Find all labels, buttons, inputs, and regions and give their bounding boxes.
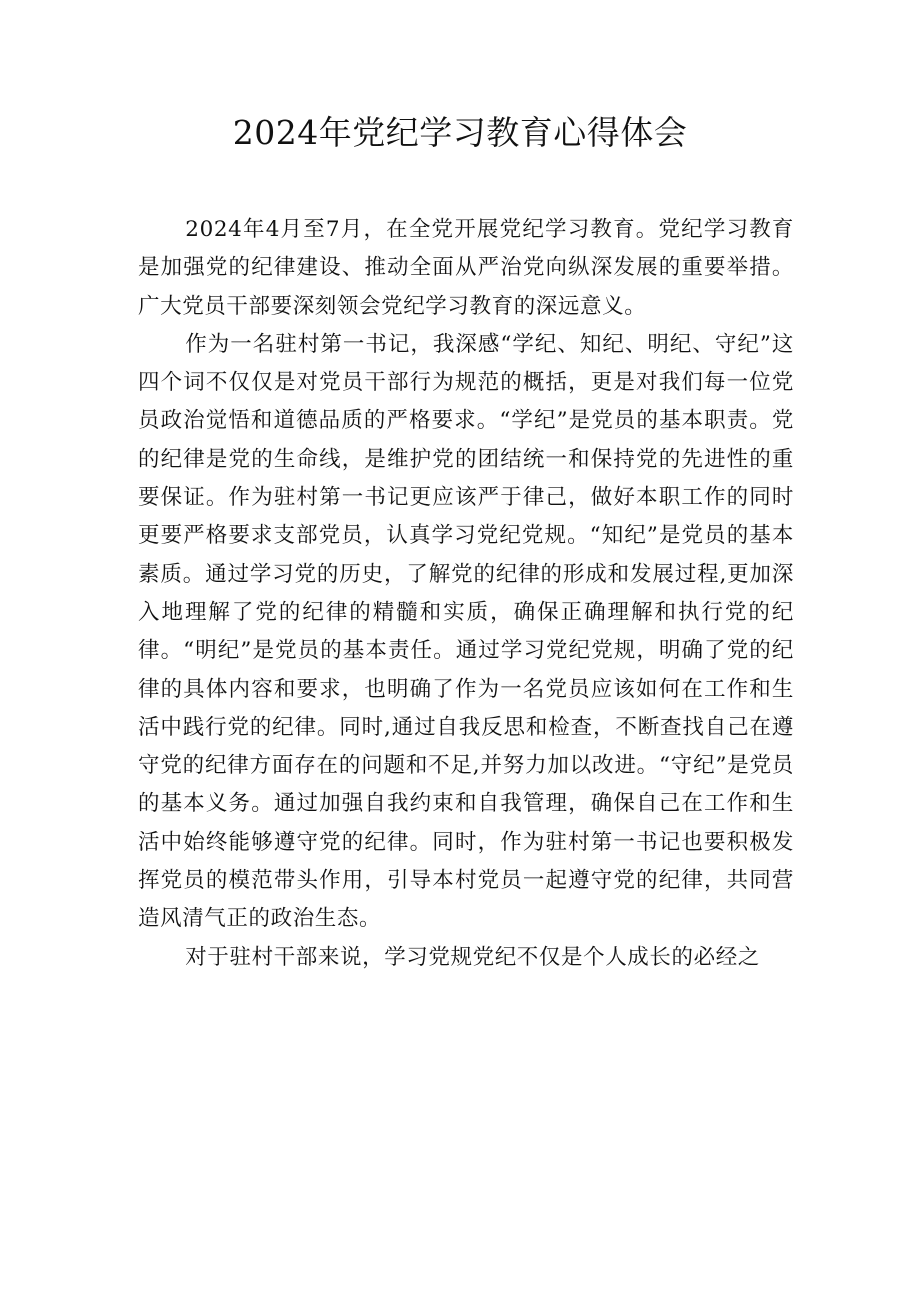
document-title: 2024年党纪学习教育心得体会 — [232, 113, 688, 152]
paragraph-3: 对于驻村干部来说，学习党规党纪不仅是个人成长的必经之 — [185, 944, 760, 970]
paragraph-1: 2024年4月至7月，在全党开展党纪学习教育。党纪学习教育是加强党的纪律建设、推动全面从严治党向纵深发展的重要举措。广大党员干部要深刻领会党纪学习教育的深远意义。 — [138, 217, 794, 319]
paragraph-2: 作为一名驻村第一书记，我深感“学纪、知纪、明纪、守纪”这四个词不仅仅是对党员干部行为规范的概括，更是对我们每一位党员政治觉悟和道德品质的严格要求。“学纪”是党员的基本职责。党的纪律是党的生命线，是维护党的团结统一和保持党的先进性的重要保证。作为驻村第一书记更应该严于律己，做好本职工作的同时更要严格要求支部党员，认真学习党纪党规。“知纪”是党员的基本素质。通过学习党的历史，了解党的纪律的形成和发展过程,更加深入地理解了党的纪律的精髓和实质，确保正确理解和执行党的纪律。“明纪”是党员的基本责任。通过学习党纪党规，明确了党的纪律的具体内容和要求，也明确了作为一名党员应该如何在工作和生活中践行党的纪律。同时,通过自我反思和检查，不断查找自己在遵守党的纪律方面存在的问题和不足,并努力加以改进。“守纪”是党员的基本义务。通过加强自我约束和自我管理，确保自己在工作和生活中始终能够遵守党的纪律。同时，作为驻村第一书记也要积极发挥党员的模范带头作用，引导本村党员一起遵守党的纪律，共同营造风清气正的政治生态。 — [138, 331, 794, 932]
document-body — [138, 211, 794, 977]
